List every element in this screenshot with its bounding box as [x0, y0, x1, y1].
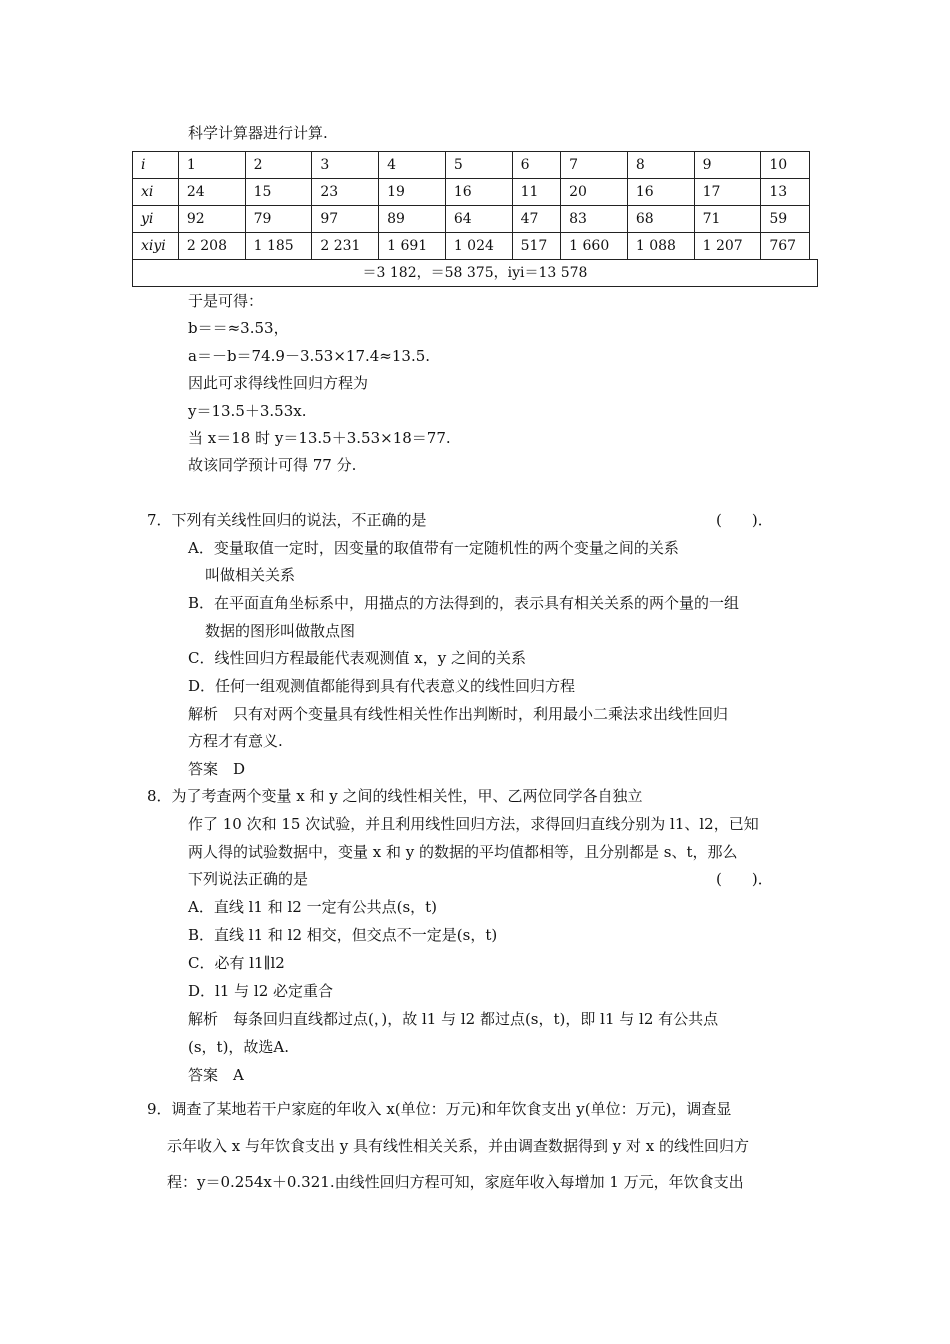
table-cell: xi: [133, 179, 179, 206]
q7-answer-blank: ( )．: [716, 511, 773, 529]
q7-analysis: 解析 只有对两个变量具有线性相关性作出判断时，利用最小二乘法求出线性回归: [188, 705, 729, 723]
table-cell: 1 185: [245, 233, 312, 260]
table-cell: 79: [245, 206, 312, 233]
table-cell: 7: [561, 152, 628, 179]
table-cell: 16: [627, 179, 694, 206]
table-cell: 5: [445, 152, 512, 179]
q7-option-b: B．在平面直角坐标系中，用描点的方法得到的，表示具有相关关系的两个量的一组: [188, 594, 740, 612]
solution-line: 因此可求得线性回归方程为: [188, 374, 369, 392]
table-cell: 2 208: [178, 233, 245, 260]
q8-analysis-cont: (s，t)，故选A.: [188, 1038, 290, 1056]
q8-analysis: 解析 每条回归直线都过点(，)，故 l1 与 l2 都过点(s，t)，即 l1 与 l2 有公共点: [188, 1010, 719, 1028]
table-cell: 92: [178, 206, 245, 233]
table-cell: 15: [245, 179, 312, 206]
q8-option-a: A．直线 l1 和 l2 一定有公共点(s，t): [188, 898, 438, 916]
q9-stem: 9．调查了某地若干户家庭的年收入 x(单位：万元)和年饮食支出 y(单位：万元)，调查显: [147, 1100, 732, 1118]
table-row-x: [133, 179, 810, 206]
solution-line: b＝＝≈3.53，: [188, 319, 289, 337]
table-cell: 10: [761, 152, 810, 179]
q8-answer-blank: ( )．: [716, 870, 773, 888]
q8-stem-cont: 两人得的试验数据中，变量 x 和 y 的数据的平均值都相等，且分别都是 s、t，那么: [188, 843, 738, 861]
table-cell: 1 691: [379, 233, 446, 260]
table-row-y: [133, 206, 810, 233]
solution-line: a＝－b＝74.9－3.53×17.4≈13.5.: [188, 347, 431, 365]
table-cell: 68: [627, 206, 694, 233]
solution-line: 于是可得：: [188, 292, 264, 310]
table-cell: 97: [312, 206, 379, 233]
table-cell: 23: [312, 179, 379, 206]
q7-option-b-cont: 数据的图形叫做散点图: [205, 622, 356, 640]
q7-option-a-cont: 叫做相关关系: [205, 566, 296, 584]
q9-stem-cont: 示年收入 x 与年饮食支出 y 具有线性相关关系，并由调查数据得到 y 对 x 的线性回归方: [167, 1137, 750, 1155]
q8-stem-cont: 下列说法正确的是: [188, 870, 309, 888]
table-cell: xiyi: [133, 233, 179, 260]
table-cell: 6: [512, 152, 561, 179]
table-cell: 1: [178, 152, 245, 179]
table-cell: 517: [512, 233, 561, 260]
table-cell: 2 231: [312, 233, 379, 260]
q7-option-d: D．任何一组观测值都能得到具有代表意义的线性回归方程: [188, 677, 576, 695]
q7-option-c: C．线性回归方程最能代表观测值 x，y 之间的关系: [188, 649, 526, 667]
table-cell: 3: [312, 152, 379, 179]
table-cell: 9: [694, 152, 761, 179]
table-cell: 19: [379, 179, 446, 206]
intro-text: 科学计算器进行计算.: [188, 124, 328, 142]
table-cell: 24: [178, 179, 245, 206]
q9-stem-cont: 程：y＝0.254x＋0.321.由线性回归方程可知，家庭年收入每增加 1 万元，年饮食支出: [167, 1173, 744, 1191]
q8-stem-cont: 作了 10 次和 15 次试验，并且利用线性回归方法，求得回归直线分别为 l1、l2，已知: [188, 815, 759, 833]
table-cell: 767: [761, 233, 810, 260]
table-cell: 8: [627, 152, 694, 179]
q8-stem: 8．为了考查两个变量 x 和 y 之间的线性相关性，甲、乙两位同学各自独立: [147, 787, 643, 805]
table-cell: 1 024: [445, 233, 512, 260]
table-cell: 1 207: [694, 233, 761, 260]
table-cell: 16: [445, 179, 512, 206]
table-row-i: [133, 152, 810, 179]
q7-answer: 答案 D: [188, 760, 246, 778]
data-table: [132, 151, 810, 260]
table-row-xy: [133, 233, 810, 260]
table-cell: 4: [379, 152, 446, 179]
table-cell: 89: [379, 206, 446, 233]
table-sum-row: ＝3 182，＝58 375，iyi＝13 578: [132, 259, 818, 287]
q7-stem: 7．下列有关线性回归的说法，不正确的是: [147, 511, 427, 529]
solution-line: 当 x＝18 时 y＝13.5＋3.53×18＝77.: [188, 429, 451, 447]
table-cell: 13: [761, 179, 810, 206]
table-cell: 47: [512, 206, 561, 233]
q8-option-c: C．必有 l1∥l2: [188, 954, 285, 972]
table-cell: 83: [561, 206, 628, 233]
q8-option-d: D．l1 与 l2 必定重合: [188, 982, 334, 1000]
q7-analysis-cont: 方程才有意义.: [188, 732, 283, 750]
table-cell: 59: [761, 206, 810, 233]
table-cell: 11: [512, 179, 561, 206]
table-cell: 2: [245, 152, 312, 179]
table-cell: yi: [133, 206, 179, 233]
q8-answer: 答案 A: [188, 1066, 244, 1084]
q7-option-a: A．变量取值一定时，因变量的取值带有一定随机性的两个变量之间的关系: [188, 539, 679, 557]
solution-line: y＝13.5＋3.53x.: [188, 402, 307, 420]
q8-option-b: B．直线 l1 和 l2 相交，但交点不一定是(s，t): [188, 926, 498, 944]
table-cell: 1 660: [561, 233, 628, 260]
table-cell: 64: [445, 206, 512, 233]
table-cell: 1 088: [627, 233, 694, 260]
solution-line: 故该同学预计可得 77 分.: [188, 456, 357, 474]
table-cell: 17: [694, 179, 761, 206]
table-cell: 71: [694, 206, 761, 233]
table-cell: i: [133, 152, 179, 179]
table-cell: 20: [561, 179, 628, 206]
